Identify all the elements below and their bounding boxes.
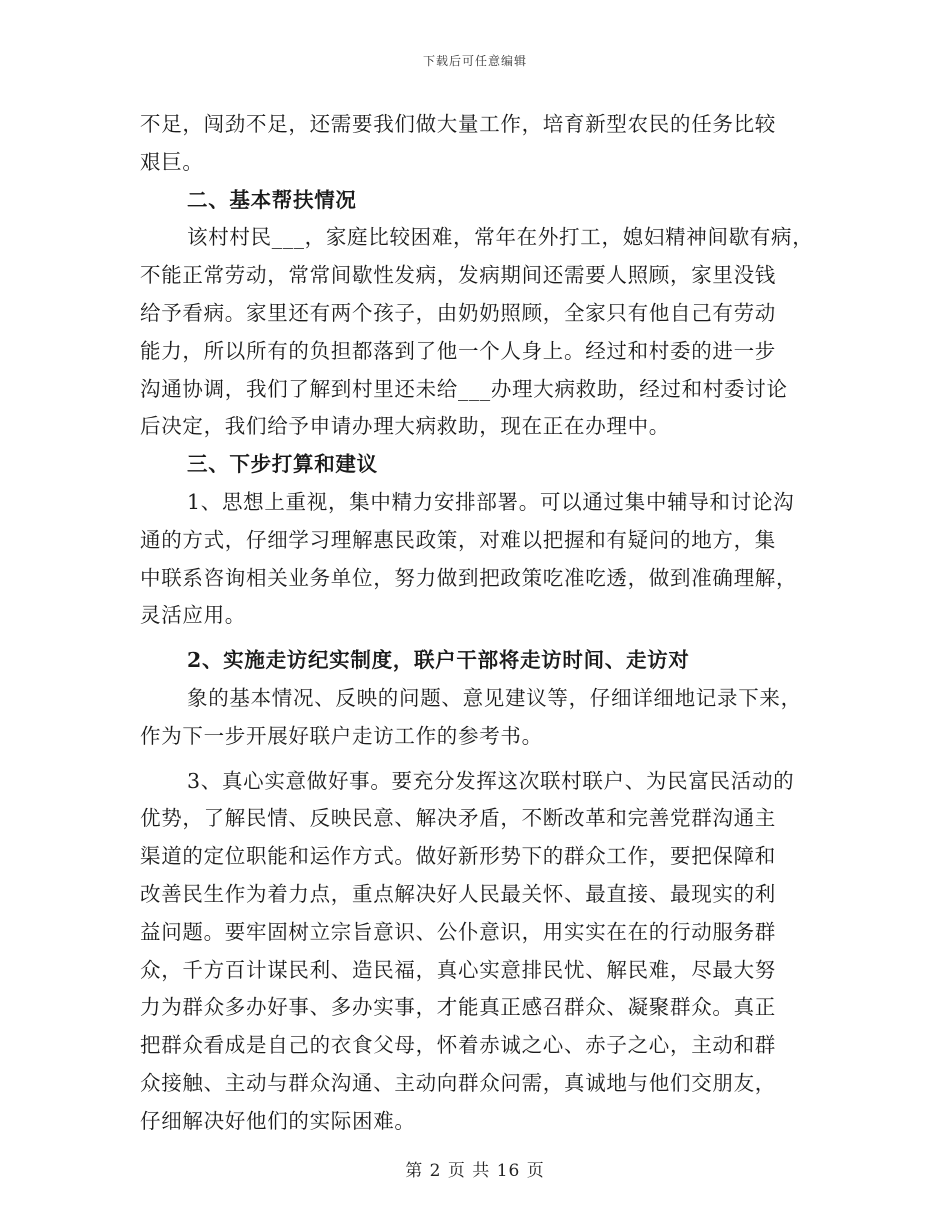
paragraph-line: 改善民生作为着力点，重点解决好人民最关怀、最直接、最现实的利	[140, 881, 776, 906]
paragraph-line: 众接触、主动与群众沟通、主动向群众问需，真诚地与他们交朋友，	[140, 1070, 776, 1095]
paragraph-line: 益问题。要牢固树立宗旨意识、公仆意识，用实实在在的行动服务群	[140, 919, 776, 944]
paragraph-line: 仔细解决好他们的实际困难。	[140, 1108, 416, 1133]
paragraph-line: 艰巨。	[140, 149, 204, 174]
paragraph-line: 通的方式，仔细学习理解惠民政策，对难以把握和有疑问的地方，集	[140, 527, 776, 552]
paragraph-line: 象的基本情况、反映的问题、意见建议等，仔细详细地记录下来，	[187, 685, 802, 710]
paragraph-line: 3、真心实意做好事。要充分发挥这次联村联户、为民富民活动的	[187, 768, 795, 793]
paragraph-line: 力为群众多办好事、多办实事，才能真正感召群众、凝聚群众。真正	[140, 995, 776, 1020]
paragraph-line: 作为下一步开展好联户走访工作的参考书。	[140, 723, 543, 748]
section-heading: 2、实施走访纪实制度，联户干部将走访时间、走访对	[187, 648, 690, 673]
paragraph-line: 该村村民___，家庭比较困难，常年在外打工，媳妇精神间歇有病，	[187, 225, 814, 250]
paragraph-line: 给予看病。家里还有两个孩子，由奶奶照顾，全家只有他自己有劳动	[140, 300, 776, 325]
paragraph-line: 后决定，我们给予申请办理大病救助，现在正在办理中。	[140, 414, 670, 439]
section-heading: 二、基本帮扶情况	[187, 187, 357, 212]
paragraph-line: 中联系咨询相关业务单位，努力做到把政策吃准吃透，做到准确理解，	[140, 565, 798, 590]
document-body	[140, 106, 820, 1141]
paragraph-line: 不能正常劳动，常常间歇性发病，发病期间还需要人照顾，家里没钱	[140, 263, 776, 288]
paragraph-line: 1、思想上重视，集中精力安排部署。可以通过集中辅导和讨论沟	[187, 489, 795, 514]
paragraph-line: 众，千方百计谋民利、造民福，真心实意排民忧、解民难，尽最大努	[140, 957, 776, 982]
section-heading: 三、下步打算和建议	[187, 452, 378, 477]
paragraph-line: 不足，闯劲不足，还需要我们做大量工作，培育新型农民的任务比较	[140, 112, 776, 136]
paragraph-line: 灵活应用。	[140, 603, 246, 628]
page-header: 下载后可任意编辑	[422, 54, 527, 68]
paragraph-line: 沟通协调，我们了解到村里还未给___办理大病救助，经过和村委讨论	[140, 376, 788, 401]
paragraph-line: 把群众看成是自己的衣食父母，怀着赤诚之心、赤子之心，主动和群	[140, 1033, 776, 1058]
paragraph-line: 渠道的定位职能和运作方式。做好新形势下的群众工作，要把保障和	[140, 844, 776, 869]
page-footer: 第 2 页 共 16 页	[405, 1161, 545, 1181]
paragraph-line: 优势，了解民情、反映民意、解决矛盾，不断改革和完善党群沟通主	[140, 806, 776, 831]
paragraph-line: 能力，所以所有的负担都落到了他一个人身上。经过和村委的进一步	[140, 338, 776, 363]
